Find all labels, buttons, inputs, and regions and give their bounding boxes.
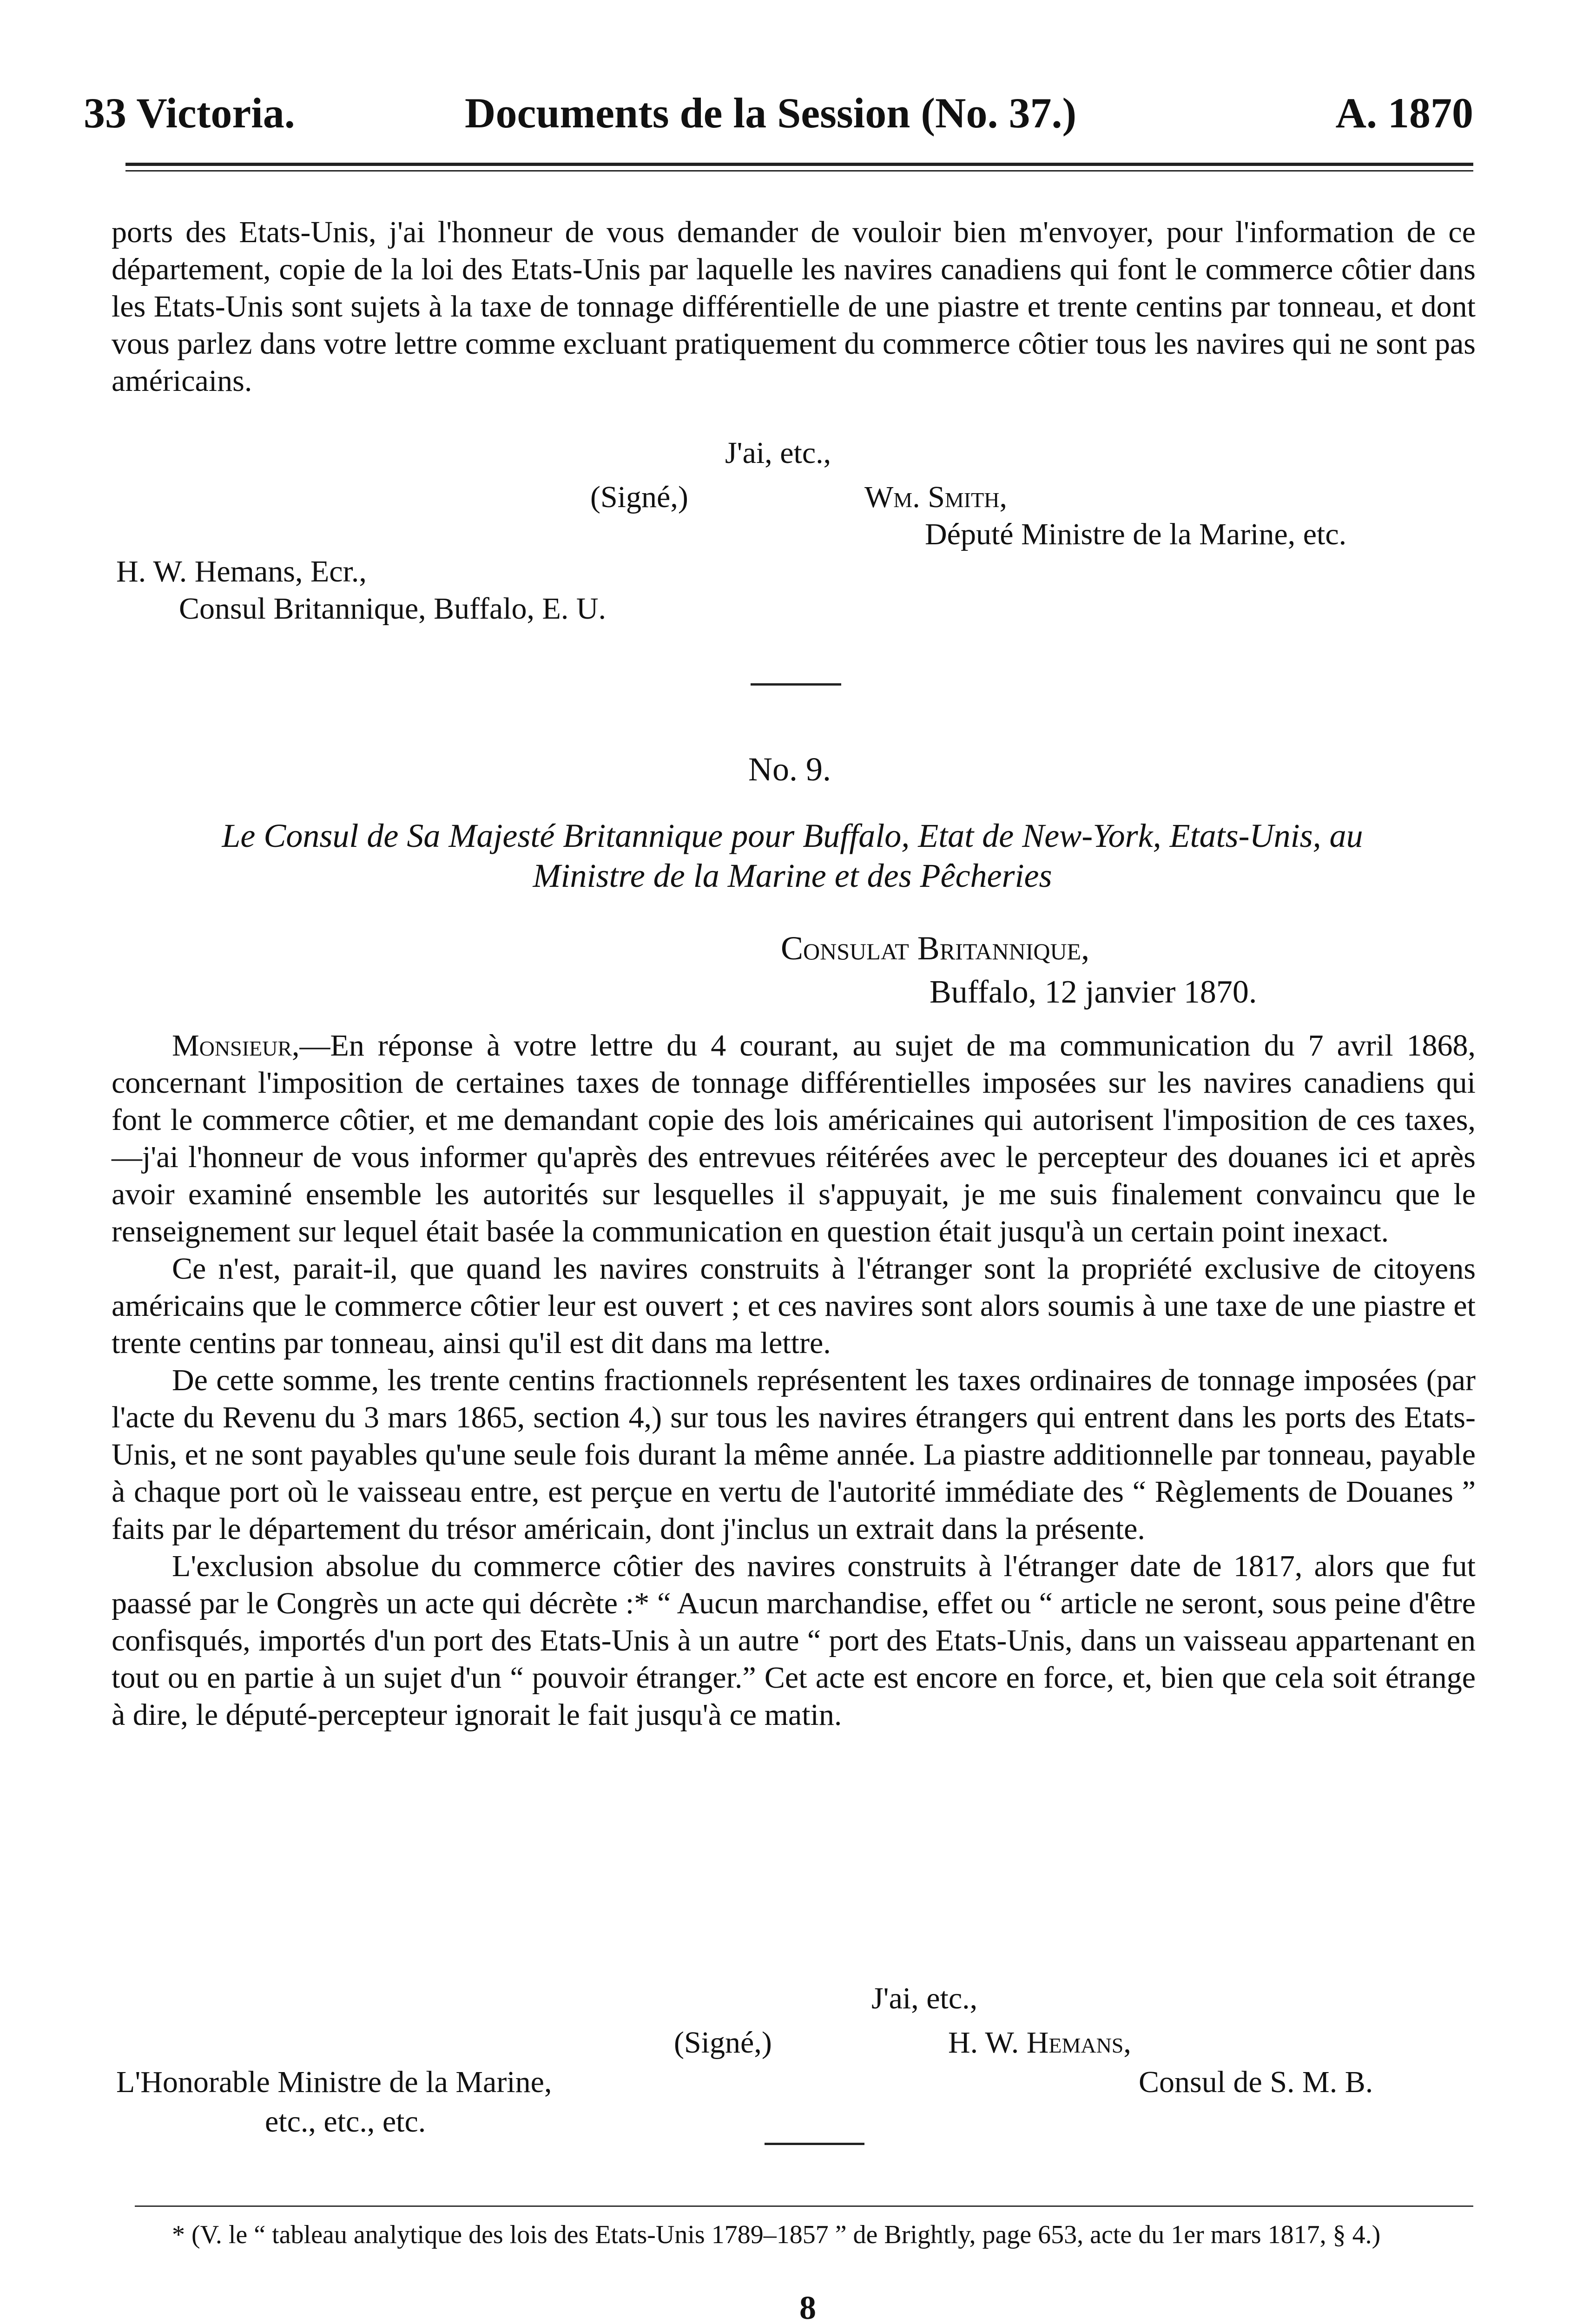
header-rule-thick — [125, 163, 1473, 166]
letter9-title-line2: Ministre de la Marine et des Pêcheries — [533, 857, 1052, 894]
letter8-signer-title: Député Ministre de la Marine, etc. — [925, 517, 1347, 551]
header-year: A. 1870 — [1335, 89, 1473, 137]
letter9-signer-name: H. W. Hemans, — [948, 2026, 1131, 2060]
header-session-documents: Documents de la Session (No. 37.) — [465, 89, 1077, 137]
letter9-paragraph — [112, 1027, 1476, 1250]
letter9-addressee-line2: etc., etc., etc. — [265, 2105, 426, 2139]
letter8-closing: J'ai, etc., — [725, 436, 831, 470]
letter9-body — [112, 1027, 1476, 1734]
letter8-addressee-title: Consul Britannique, Buffalo, E. U. — [179, 592, 607, 626]
page-number: 8 — [799, 2289, 816, 2324]
letter8-signed: (Signé,) — [590, 480, 688, 514]
letter9-date: Buffalo, 12 janvier 1870. — [930, 974, 1257, 1010]
header-reign: 33 Victoria. — [84, 89, 295, 137]
letter9-paragraph: L'exclusion absolue du commerce côtier des navires construits à l'étranger date de 1817, alors que fut paassé par le Congrès un acte qui décrète :* “ Aucun marchandise, effet ou “ article ne seront, sous peine d'être confisqués, importés d'un port des Etats-Unis à un autre “ port des Etats-Unis, dans un vaisseau appartenant en tout ou en partie à un sujet d'un “ pouvoir étranger.” Cet acte est encore en force, et, bien que cela soit étrange à dire, le député-percepteur ignorait le fait jusqu'à ce matin. — [112, 1549, 1476, 1732]
section-divider — [751, 683, 841, 686]
running-header — [84, 88, 1473, 139]
letter9-signer-title: Consul de S. M. B. — [1139, 2065, 1373, 2099]
letter8-signer-name: Wm. Smith, — [864, 480, 1007, 514]
letter9-paragraph: Ce n'est, parait-il, que quand les navires construits à l'étranger sont la propriété exclusive de citoyens américains que le commerce côtier leur est ouvert ; et ces navires sont alors soumis à une taxe de une piastre et trente centins par tonneau, ainsi qu'il est dit dans ma lettre. — [112, 1252, 1476, 1360]
letter9-paragraph-text: —En réponse à votre lettre du 4 courant, au sujet de ma communication du 7 avril 1868, concernant l'imposition de certaines taxes de tonnage différentielles imposées sur les navires canadiens qui font le commerce côtier, et me demandant copie des lois américaines qui autorisent l'imposition de ces taxes,—j'ai l'honneur de vous informer qu'après des entrevues réitérées avec le percepteur des douanes ici et après avoir examiné ensemble les autorités sur lesquelles il s'appuyait, je me suis finalement convaincu que le renseignement sur lequel était basée la communication en question était jusqu'à un certain point inexact. — [112, 1029, 1476, 1248]
letter9-place: Consulat Britannique, — [781, 930, 1090, 967]
letter9-title — [112, 816, 1473, 896]
letter9-signed: (Signé,) — [674, 2026, 772, 2060]
letter8-addressee-name: H. W. Hemans, Ecr., — [116, 555, 367, 588]
footnote: * (V. le “ tableau analytique des lois des Etats-Unis 1789–1857 ” de Brightly, page 653, acte du 1er mars 1817, § 4.) — [172, 2220, 1381, 2249]
letter9-number: No. 9. — [748, 751, 831, 788]
letter9-salutation: Monsieur, — [172, 1029, 300, 1063]
footnote-rule — [135, 2205, 1473, 2207]
letter8-body: ports des Etats-Unis, j'ai l'honneur de vous demander de vouloir bien m'envoyer, pour l'information de ce département, copie de la loi des Etats-Unis par laquelle les navires canadiens qui font le commerce côtier dans les Etats-Unis sont sujets à la taxe de tonnage différentielle de une piastre et trente centins par tonneau, et dont vous parlez dans votre lettre comme excluant pratiquement du commerce côtier tous les navires qui ne sont pas américains. — [112, 215, 1476, 398]
letter9-closing: J'ai, etc., — [871, 1981, 978, 2015]
header-rule-thin — [125, 170, 1473, 172]
letter9-title-line1: Le Consul de Sa Majesté Britannique pour Buffalo, Etat de New-York, Etats-Unis, au — [222, 817, 1363, 854]
end-divider — [765, 2143, 864, 2145]
letter9-paragraph: De cette somme, les trente centins fractionnels représentent les taxes ordinaires de tonnage imposées (par l'acte du Revenu du 3 mars 1865, section 4,) sur tous les navires étrangers qui entrent dans les ports des Etats-Unis, et ne sont payables qu'une seule fois durant la même année. La piastre additionnelle par tonneau, payable à chaque port où le vaisseau entre, est perçue en vertu de l'autorité immédiate des “ Règlements de Douanes ” faits par le département du trésor américain, dont j'inclus un extrait dans la présente. — [112, 1363, 1476, 1546]
letter9-addressee-line1: L'Honorable Ministre de la Marine, — [116, 2065, 552, 2099]
